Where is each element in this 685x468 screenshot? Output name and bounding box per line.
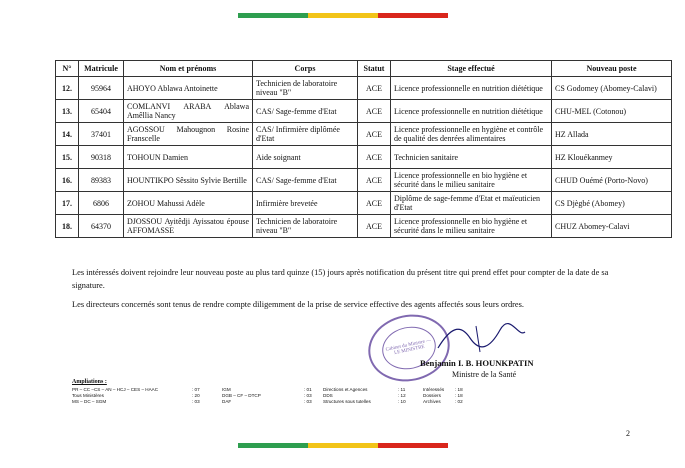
cell-corps: CAS/ Infirmière diplômée d'Etat <box>253 123 358 146</box>
page-number: 2 <box>626 429 630 438</box>
cell-matricule: 6806 <box>79 192 124 215</box>
assignment-table <box>55 60 672 238</box>
ampliation-count: : 02 <box>455 399 463 404</box>
flag-green <box>238 13 308 18</box>
cell-num: 12. <box>56 77 79 100</box>
ampliations-col-1 <box>72 387 200 405</box>
ampliation-count: : 18 <box>455 387 463 392</box>
flag-red <box>378 13 448 18</box>
cell-statut: ACE <box>358 77 391 100</box>
cell-name: DJOSSOU Ayitêdji Ayissatou épouse AFFOMASSE <box>124 215 253 238</box>
ampliations-title: Ampliations : <box>72 379 107 385</box>
ampliation-count: : 03 <box>192 399 200 404</box>
cell-name: TOHOUN Damien <box>124 146 253 169</box>
table-header-row <box>56 61 672 77</box>
ampliation-count: : 01 <box>304 387 312 392</box>
cell-statut: ACE <box>358 100 391 123</box>
ampliation-count: : 07 <box>192 387 200 392</box>
cell-poste: CS Godomey (Abomey-Calavi) <box>552 77 672 100</box>
header-name: Nom et prénoms <box>124 61 253 77</box>
ampliations-col-2 <box>222 387 312 405</box>
header-num: N° <box>56 61 79 77</box>
flag-red <box>378 443 448 448</box>
flag-band-bottom <box>238 443 448 448</box>
table-row <box>56 192 672 215</box>
cell-poste: HZ Allada <box>552 123 672 146</box>
table-row <box>56 123 672 146</box>
cell-stage: Diplôme de sage-femme d'Etat et maïeuticien d'Etat <box>391 192 552 215</box>
ampliation-entry <box>222 399 312 405</box>
signatory-name: Benjamin I. B. HOUNKPATIN <box>420 358 534 368</box>
ampliation-recipient: MS – DC – SGM <box>72 399 107 404</box>
table-row <box>56 146 672 169</box>
cell-statut: ACE <box>358 215 391 238</box>
cell-name: AHOYO Ablawa Antoinette <box>124 77 253 100</box>
ampliation-recipient: Structures sous tutelles <box>323 399 371 404</box>
cell-stage: Technicien sanitaire <box>391 146 552 169</box>
cell-poste: CS Djègbé (Abomey) <box>552 192 672 215</box>
cell-stage: Licence professionnelle en bio hygiène et sécurité dans le milieu sanitaire <box>391 215 552 238</box>
ampliation-recipient: DAF <box>222 399 232 404</box>
header-poste: Nouveau poste <box>552 61 672 77</box>
ampliation-recipient: PR – CC –CS – AN – HCJ – CES – HAAC <box>72 387 159 392</box>
cell-num: 16. <box>56 169 79 192</box>
ampliation-count: : 12 <box>398 393 406 398</box>
table-row <box>56 169 672 192</box>
ampliation-recipient: DGB – CF – DTCP <box>222 393 261 398</box>
cell-poste: HZ Klouékanmey <box>552 146 672 169</box>
cell-matricule: 89383 <box>79 169 124 192</box>
ampliations-col-3 <box>323 387 406 405</box>
cell-matricule: 90318 <box>79 146 124 169</box>
cell-corps: CAS/ Sage-femme d'Etat <box>253 169 358 192</box>
cell-corps: Technicien de laboratoire niveau "B" <box>253 77 358 100</box>
ampliations-col-4 <box>423 387 463 405</box>
cell-num: 18. <box>56 215 79 238</box>
ampliation-count: : 10 <box>398 399 406 404</box>
cell-corps: Aide soignant <box>253 146 358 169</box>
ampliation-entry <box>72 399 200 405</box>
ampliation-count: : 18 <box>455 393 463 398</box>
cell-matricule: 95964 <box>79 77 124 100</box>
ampliation-count: : 20 <box>192 393 200 398</box>
cell-matricule: 64370 <box>79 215 124 238</box>
ampliation-recipient: Archives <box>423 399 441 404</box>
ampliation-recipient: Dossiers <box>423 393 441 398</box>
flag-green <box>238 443 308 448</box>
header-statut: Statut <box>358 61 391 77</box>
cell-poste: CHU-MEL (Cotonou) <box>552 100 672 123</box>
cell-stage: Licence professionnelle en nutrition diététique <box>391 100 552 123</box>
cell-matricule: 65404 <box>79 100 124 123</box>
ampliation-entry <box>323 399 406 405</box>
cell-num: 17. <box>56 192 79 215</box>
cell-statut: ACE <box>358 169 391 192</box>
cell-name: COMLANVI ARABA Ablawa Amêllia Nancy <box>124 100 253 123</box>
ampliation-recipient: Tous Ministères <box>72 393 104 398</box>
table-row <box>56 77 672 100</box>
signature-scribble <box>430 318 530 358</box>
ampliation-count: : 03 <box>304 393 312 398</box>
cell-matricule: 37401 <box>79 123 124 146</box>
ampliation-recipient: Intéressés <box>423 387 445 392</box>
ampliation-count: : 11 <box>398 387 406 392</box>
cell-num: 13. <box>56 100 79 123</box>
cell-name: AGOSSOU Mahougnon Rosine Franscelle <box>124 123 253 146</box>
cell-corps: Technicien de laboratoire niveau "B" <box>253 215 358 238</box>
cell-num: 15. <box>56 146 79 169</box>
flag-band-top <box>238 13 448 18</box>
header-corps: Corps <box>253 61 358 77</box>
cell-statut: ACE <box>358 123 391 146</box>
cell-stage: Licence professionnelle en hygiène et contrôle de qualité des denrées alimentaires <box>391 123 552 146</box>
ampliation-recipient: Directions et Agences <box>323 387 368 392</box>
table-row <box>56 100 672 123</box>
cell-poste: CHUZ Abomey-Calavi <box>552 215 672 238</box>
header-matricule: Matricule <box>79 61 124 77</box>
signatory-title: Ministre de la Santé <box>452 370 517 379</box>
cell-corps: CAS/ Sage-femme d'Etat <box>253 100 358 123</box>
ampliation-entry <box>423 399 463 405</box>
cell-stage: Licence professionnelle en bio hygiène et sécurité dans le milieu sanitaire <box>391 169 552 192</box>
cell-statut: ACE <box>358 146 391 169</box>
cell-statut: ACE <box>358 192 391 215</box>
cell-poste: CHUD Ouémé (Porto-Novo) <box>552 169 672 192</box>
cell-corps: Infirmière brevetée <box>253 192 358 215</box>
flag-yellow <box>308 13 378 18</box>
cell-num: 14. <box>56 123 79 146</box>
cell-name: HOUNTIKPO Sêssito Sylvie Bertille <box>124 169 253 192</box>
paragraph-directors: Les directeurs concernés sont tenus de rendre compte diligemment de la prise de service effective des agents affectés sous leurs ordres. <box>72 300 524 309</box>
stamp-text: Cabinet du Ministre — LE MINISTRE <box>385 338 432 357</box>
table-row <box>56 215 672 238</box>
cell-name: ZOHOU Mahussi Adèle <box>124 192 253 215</box>
flag-yellow <box>308 443 378 448</box>
header-stage: Stage effectué <box>391 61 552 77</box>
cell-stage: Licence professionnelle en nutrition diététique <box>391 77 552 100</box>
paragraph-deadline: Les intéressés doivent rejoindre leur nouveau poste au plus tard quinze (15) jours après notification du présent titre qui prend effet pour compter de la date de sa signature. <box>72 268 609 290</box>
ampliation-count: : 03 <box>304 399 312 404</box>
ampliation-recipient: IGM <box>222 387 231 392</box>
ampliation-recipient: DDS <box>323 393 333 398</box>
